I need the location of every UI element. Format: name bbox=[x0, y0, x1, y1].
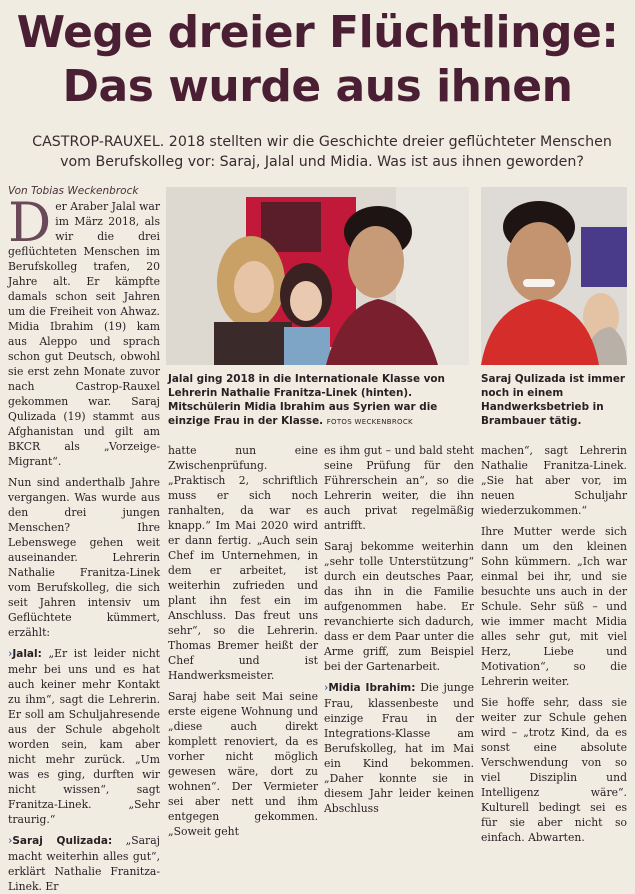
caption-photo-class-group bbox=[168, 372, 471, 429]
col4-paragraph-1: machen“, sagt Lehrerin Nathalie Franitza-Linek. „Sie hat aber vor, im neuen Schuljahr wiederzukommen.“ bbox=[481, 444, 627, 517]
col1-paragraph-3 bbox=[8, 646, 160, 827]
caption-photo-saraj: Saraj Qulizada ist immer noch in einem Handwerksbetrieb in Brambauer tätig. bbox=[481, 373, 626, 427]
photo-saraj bbox=[481, 187, 627, 365]
caption-photo-class-group-text: Jalal ging 2018 in die Internationale Klasse von Lehrerin Nathalie Franitza-Linek (hinten). Mitschülerin Midia Ibrahim aus Syrien war die einzige Frau in der Klasse. bbox=[168, 373, 445, 427]
col3-name-midia: Midia Ibrahim: bbox=[328, 682, 416, 694]
headline-line-2: Das wurde aus ihnen bbox=[62, 61, 573, 112]
col3-paragraph-2: Saraj bekomme weiterhin „sehr tolle Unterstützung“ durch ein deutsches Paar, das ihn in die Familie aufgenommen habe. Er revanchierte sich dadurch, dass er dem Paar unter die Arme griff, zum Beispiel bei der Gartenarbeit. bbox=[324, 540, 474, 673]
section-marker-icon: › bbox=[8, 647, 13, 660]
headline bbox=[0, 6, 635, 114]
photo-class-group bbox=[166, 187, 469, 365]
byline: Von Tobias Weckenbrock bbox=[8, 185, 139, 197]
article-column-4 bbox=[481, 443, 627, 844]
col1-paragraph-2: Nun sind anderthalb Jahre vergangen. Was wurde aus den drei jungen Menschen? Ihre Lebenswege gehen weit auseinander. Lehrerin Nathalie Franitza-Linek vom Berufskolleg, die sich seit Jahren intensiv um Geflüchtete kümmert, erzählt: bbox=[8, 476, 160, 639]
col3-p3-text: Die junge Frau, klassenbeste und einzige Frau in der Integrations-Klasse am Berufskolleg, hat im Mai ein Kind bekommen. „Daher konnte sie in diesem Jahr leider keinen Abschluss bbox=[324, 681, 474, 815]
col2-paragraph-1: hatte nun eine Zwischenprüfung. „Praktisch 2, schriftlich muss er sich noch ranhalten, da war es knapp.“ Im Mai 2020 wird er dann fertig. „Auch sein Chef im Unternehmen, in dem er arbeitet, ist weiterhin zufrieden und plant ihn fest ein im Anschluss. Das freut uns sehr“, so die Lehrerin. Thomas Bremer heißt der Chef und ist Handwerksmeister. bbox=[168, 444, 318, 682]
col1-name-jalal: Jalal: bbox=[12, 648, 42, 660]
drop-cap: D bbox=[8, 191, 52, 254]
col3-paragraph-1: es ihm gut – und bald steht seine Prüfung für den Führerschein an“, so die Lehrerin weiter, die ihn auch privat regelmäßig antrifft. bbox=[324, 444, 474, 532]
col1-p1-text: er Araber Jalal war im März 2018, als wir die drei geflüchteten Menschen im Berufskolleg trafen, 20 Jahre alt. Er kämpfte damals schon seit Jahren um die Freiheit von Ahwaz. Midia Ibrahim (19) kam aus Aleppo und sprach schon gut Deutsch, obwohl sie erst zehn Monate zuvor nach Castrop-Rauxel gekommen war. Saraj Qulizada (19) stammt aus Afghanistan und gilt am BKCR als „Vorzeige-Migrant“. bbox=[8, 200, 160, 468]
col1-name-saraj: Saraj Qulizada: bbox=[12, 835, 113, 847]
photo-class-group-illustration bbox=[166, 187, 469, 365]
article-column-3 bbox=[324, 443, 474, 815]
photo-credit: FOTOS WECKENBROCK bbox=[326, 418, 413, 426]
col4-paragraph-2: Ihre Mutter werde sich dann um den kleinen Sohn kümmern. „Ich war einmal bei ihr, und sie besuchte uns auch in der Schule. Sehr süß – und wie immer macht Midia alles sehr gut, mit viel Herz, Liebe und Motivation“, so die Lehrerin weiter. bbox=[481, 525, 627, 688]
section-marker-icon: › bbox=[8, 834, 13, 847]
col3-paragraph-3 bbox=[324, 680, 474, 816]
lead-paragraph: CASTROP-RAUXEL. 2018 stellten wir die Geschichte dreier geflüchteter Menschen vom Berufskolleg vor: Saraj, Jalal und Midia. Was ist aus ihnen geworden? bbox=[32, 134, 612, 170]
photo-saraj-illustration bbox=[481, 187, 627, 365]
headline-line-1: Wege dreier Flüchtlinge: bbox=[16, 7, 619, 58]
col1-p3-text: „Er ist leider nicht mehr bei uns und es hat auch keiner mehr Kontakt zu ihm“, sagt die Lehrerin. Er soll am Schuljahresende aus der Schule abgeholt worden sein, kam aber nicht mehr zurück. „Um was es ging, durften wir nicht wissen“, sagt Franitza-Linek. „Sehr traurig.“ bbox=[8, 647, 160, 826]
col1-paragraph-4 bbox=[8, 833, 160, 894]
article-column-2 bbox=[168, 443, 318, 838]
col1-p4-text: „Saraj macht weiterhin alles gut“, erklärt Nathalie Franitza-Linek. Er bbox=[8, 834, 160, 893]
col2-paragraph-2: Saraj habe seit Mai seine erste eigene Wohnung und „diese auch direkt komplett renoviert, da es vorher nicht möglich gewesen wäre, dort zu wohnen“. Der Vermieter sei aber nett und ihm entgegen gekommen. „Soweit geht bbox=[168, 690, 318, 838]
section-marker-icon: › bbox=[324, 681, 329, 694]
col4-paragraph-3: Sie hoffe sehr, dass sie weiter zur Schule gehen wird – „trotz Kind, da es sonst eine absolute Verschwendung von so viel Disziplin und Intelligenz wäre“. Kulturell bedingt sei es für sie aber nicht so einfach. Abwarten. bbox=[481, 696, 627, 844]
